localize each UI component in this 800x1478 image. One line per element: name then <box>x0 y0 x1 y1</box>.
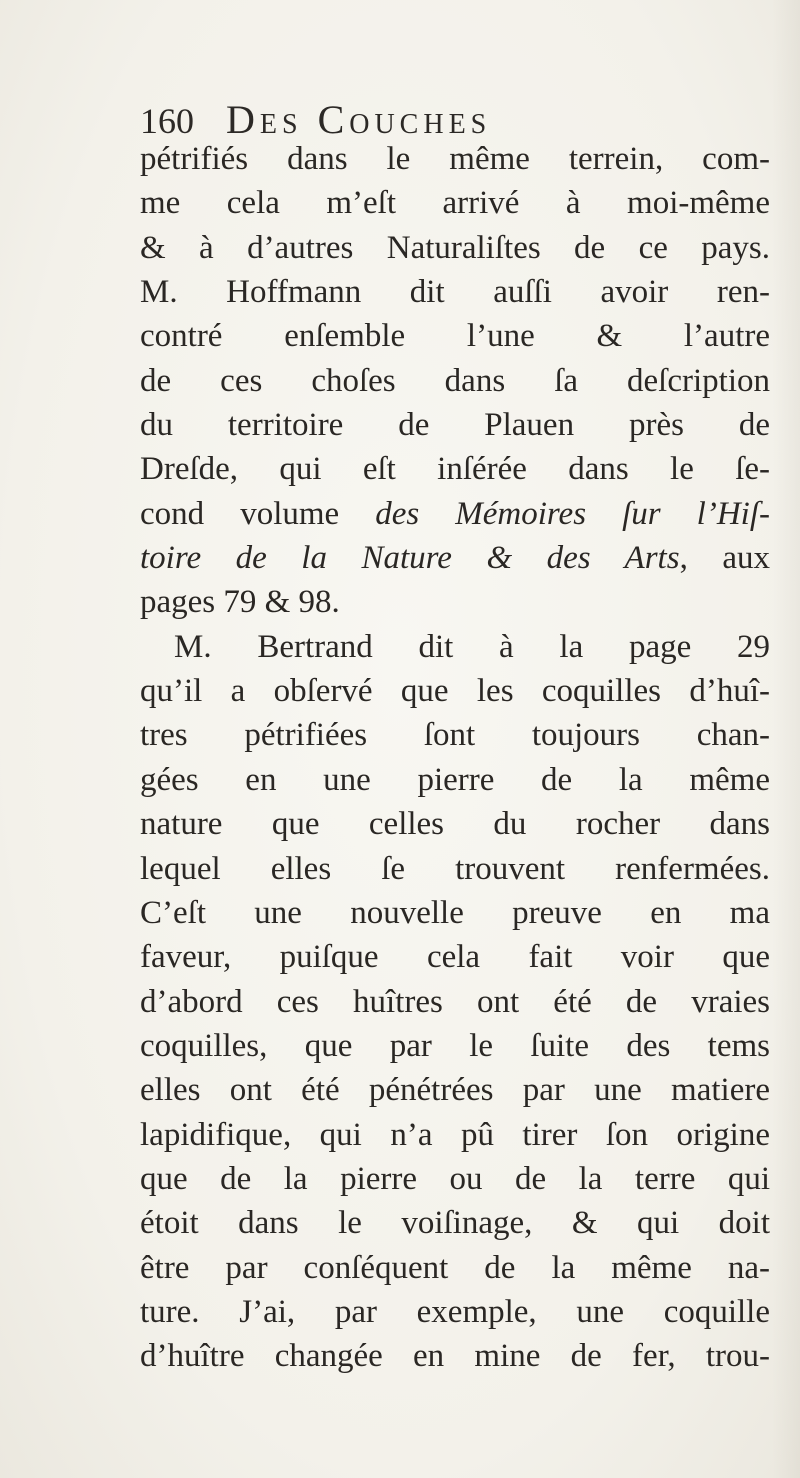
text-line: pétrifiés dans le même terrein, com- <box>140 141 770 177</box>
text-line: du territoire de Plauen près de <box>140 407 770 444</box>
page-number: 160 <box>140 101 194 141</box>
text-line-roman: cond volume <box>140 495 376 532</box>
text-line: pages 79 & 98. <box>140 584 340 621</box>
text-line-mixed <box>140 492 770 536</box>
text-line-roman: , aux <box>679 540 770 577</box>
text-line: contré enſemble l’une & l’autre <box>140 318 770 355</box>
running-title: Des Couches <box>226 97 492 142</box>
text-line: qu’il a obſervé que les coquilles d’huî- <box>140 673 770 710</box>
text-line: gées en une pierre de la même <box>140 761 770 798</box>
text-line: elles ont été pénétrées par une matiere <box>140 1072 770 1109</box>
text-line: & à d’autres Naturaliſtes de ce pays. <box>140 229 770 266</box>
text-line: ture. J’ai, par exemple, une coquille <box>140 1293 770 1330</box>
text-line: étoit dans le voiſinage, & qui doit <box>140 1205 770 1242</box>
page-edge-shadow <box>772 0 800 1478</box>
text-line: Dreſde, qui eſt inſérée dans le ſe- <box>140 451 770 488</box>
text-line: M. Hoffmann dit auſſi avoir ren- <box>140 274 770 311</box>
text-line: que de la pierre ou de la terre qui <box>140 1160 770 1197</box>
text-line-mixed <box>140 536 770 580</box>
text-line: nature que celles du rocher dans <box>140 806 770 843</box>
text-line-italic: des Mémoires ſur l’Hiſ- <box>375 495 770 532</box>
text-line: de ces choſes dans ſa deſcription <box>140 362 770 399</box>
text-line: me cela m’eſt arrivé à moi-même <box>140 185 770 222</box>
text-line: être par conſéquent de la même na- <box>140 1249 770 1286</box>
text-line: C’eſt une nouvelle preuve en ma <box>140 894 770 931</box>
text-line-paragraph-start: M. Bertrand dit à la page 29 <box>174 628 770 665</box>
body-text <box>140 137 770 1379</box>
text-line: d’abord ces huîtres ont été de vraies <box>140 983 770 1020</box>
text-line-italic: toire de la Nature & des Arts <box>140 540 680 577</box>
text-line: lequel elles ſe trouvent renfermées. <box>140 850 770 887</box>
text-line: coquilles, que par le ſuite des tems <box>140 1027 770 1064</box>
text-line: tres pétrifiées ſont toujours chan- <box>140 717 770 754</box>
text-line: d’huître changée en mine de fer, trou- <box>140 1338 770 1375</box>
text-line: lapidifique, qui n’a pû tirer ſon origine <box>140 1116 770 1153</box>
text-line: faveur, puiſque cela fait voir que <box>140 939 770 976</box>
